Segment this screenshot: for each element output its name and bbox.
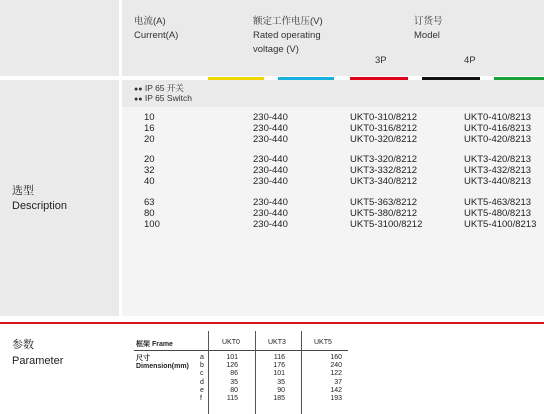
cell-model-4p: UKT0-420/8213 — [464, 133, 532, 145]
description-label-cn: 选型 — [12, 185, 34, 197]
ip-line-en: IP 65 Switch — [144, 93, 192, 103]
parameter-label-cn: 参数 — [12, 339, 34, 351]
param-col-sep-1 — [208, 331, 209, 414]
dimension-label-cn: 尺寸 — [136, 355, 150, 362]
ip-line-en-row — [134, 94, 192, 104]
cell-model-3p: UKT3-340/8212 — [350, 175, 418, 187]
cell-voltage: 230-440 — [253, 218, 288, 230]
description-label-en: Description — [12, 200, 68, 212]
cell-voltage: 230-440 — [253, 197, 288, 208]
param-key: a — [200, 354, 204, 361]
cell-model-4p: UKT5-480/8213 — [464, 207, 532, 219]
cell-model-4p: UKT3-420/8213 — [464, 154, 532, 165]
voltage-header-en2: voltage (V) — [253, 44, 299, 55]
model-header — [414, 15, 443, 43]
param-value: 193 — [330, 395, 342, 402]
col-4p-header: 4P — [464, 55, 476, 66]
model-header-en: Model — [414, 30, 440, 41]
cell-voltage: 230-440 — [253, 133, 288, 145]
header-panel — [122, 0, 544, 76]
param-value: 176 — [273, 362, 285, 370]
param-table-header-line — [134, 350, 348, 351]
param-value: 185 — [273, 395, 285, 402]
bar-red — [350, 77, 408, 80]
dimension-label-en: Dimension(mm) — [136, 363, 189, 370]
parameter-label-en: Parameter — [12, 355, 64, 367]
param-value: 116 — [273, 354, 285, 361]
param-value: 37 — [334, 378, 342, 386]
dimension-label — [136, 355, 189, 371]
param-value: 126 — [226, 362, 238, 370]
param-value: 142 — [330, 386, 342, 394]
cell-model-3p: UKT0-316/8212 — [350, 122, 418, 134]
voltage-header-en1: Rated operating — [253, 30, 321, 41]
cell-voltage: 230-440 — [253, 122, 288, 134]
cell-voltage: 230-440 — [253, 164, 288, 176]
cell-model-3p: UKT5-3100/8212 — [350, 218, 423, 230]
frame-label: 框架 Frame — [136, 341, 173, 348]
param-col-sep-3 — [301, 331, 302, 414]
voltage-header — [253, 15, 323, 57]
param-key: b — [200, 362, 204, 370]
cell-voltage: 230-440 — [253, 154, 288, 165]
param-value: 122 — [330, 370, 342, 378]
frame-ukt0: UKT0 — [222, 339, 240, 346]
cell-current: 63 — [144, 197, 155, 208]
cell-model-4p: UKT0-416/8213 — [464, 122, 532, 134]
cell-model-3p: UKT5-363/8212 — [350, 197, 418, 208]
section-divider — [0, 322, 544, 324]
cell-current: 10 — [144, 112, 155, 123]
cell-current: 100 — [144, 218, 160, 230]
cell-voltage: 230-440 — [253, 207, 288, 219]
current-header-cn: 电流(A) — [134, 16, 166, 27]
param-key: c — [200, 370, 204, 378]
frame-ukt3: UKT3 — [268, 339, 286, 346]
header-label-panel — [0, 0, 119, 76]
cell-current: 20 — [144, 154, 155, 165]
water-drops-icon: ●● — [134, 96, 143, 103]
cell-model-4p: UKT0-410/8213 — [464, 112, 532, 123]
bar-yellow — [208, 77, 264, 80]
parameter-label — [12, 336, 63, 367]
param-value: 115 — [226, 395, 238, 402]
param-value: 35 — [277, 378, 285, 386]
cell-model-4p: UKT5-463/8213 — [464, 197, 532, 208]
param-key: e — [200, 386, 204, 394]
param-value: 240 — [330, 362, 342, 370]
cell-model-4p: UKT3-440/8213 — [464, 175, 532, 187]
param-value: 90 — [277, 386, 285, 394]
param-value: 86 — [230, 370, 238, 378]
col-3p-header: 3P — [375, 55, 387, 66]
description-label — [12, 182, 67, 212]
cell-current: 20 — [144, 133, 155, 145]
cell-model-4p: UKT5-4100/8213 — [464, 218, 537, 230]
cell-model-4p: UKT3-432/8213 — [464, 164, 532, 176]
cell-current: 80 — [144, 207, 155, 219]
param-value: 101 — [226, 354, 238, 361]
cell-current: 16 — [144, 122, 155, 134]
model-header-cn: 订货号 — [414, 16, 443, 27]
frame-ukt5: UKT5 — [314, 339, 332, 346]
ip-line-cn: IP 65 开关 — [144, 83, 184, 93]
voltage-header-cn: 额定工作电压(V) — [253, 16, 323, 27]
param-value: 101 — [273, 370, 285, 378]
current-header-en: Current(A) — [134, 30, 179, 41]
param-key: f — [200, 395, 202, 402]
water-drops-icon: ●● — [134, 86, 143, 93]
param-col-sep-2 — [255, 331, 256, 414]
bar-black — [422, 77, 480, 80]
cell-model-3p: UKT3-332/8212 — [350, 164, 418, 176]
bar-cyan — [278, 77, 334, 80]
param-value: 35 — [230, 378, 238, 386]
cell-model-3p: UKT3-320/8212 — [350, 154, 418, 165]
cell-voltage: 230-440 — [253, 112, 288, 123]
cell-current: 40 — [144, 175, 155, 187]
current-header — [134, 15, 178, 43]
ip-block — [134, 84, 192, 104]
param-key: d — [200, 378, 204, 386]
cell-model-3p: UKT5-380/8212 — [350, 207, 418, 219]
cell-model-3p: UKT0-320/8212 — [350, 133, 418, 145]
cell-model-3p: UKT0-310/8212 — [350, 112, 418, 123]
param-value: 80 — [230, 386, 238, 394]
cell-current: 32 — [144, 164, 155, 176]
cell-voltage: 230-440 — [253, 175, 288, 187]
bar-green — [494, 77, 544, 80]
param-value: 160 — [330, 354, 342, 361]
